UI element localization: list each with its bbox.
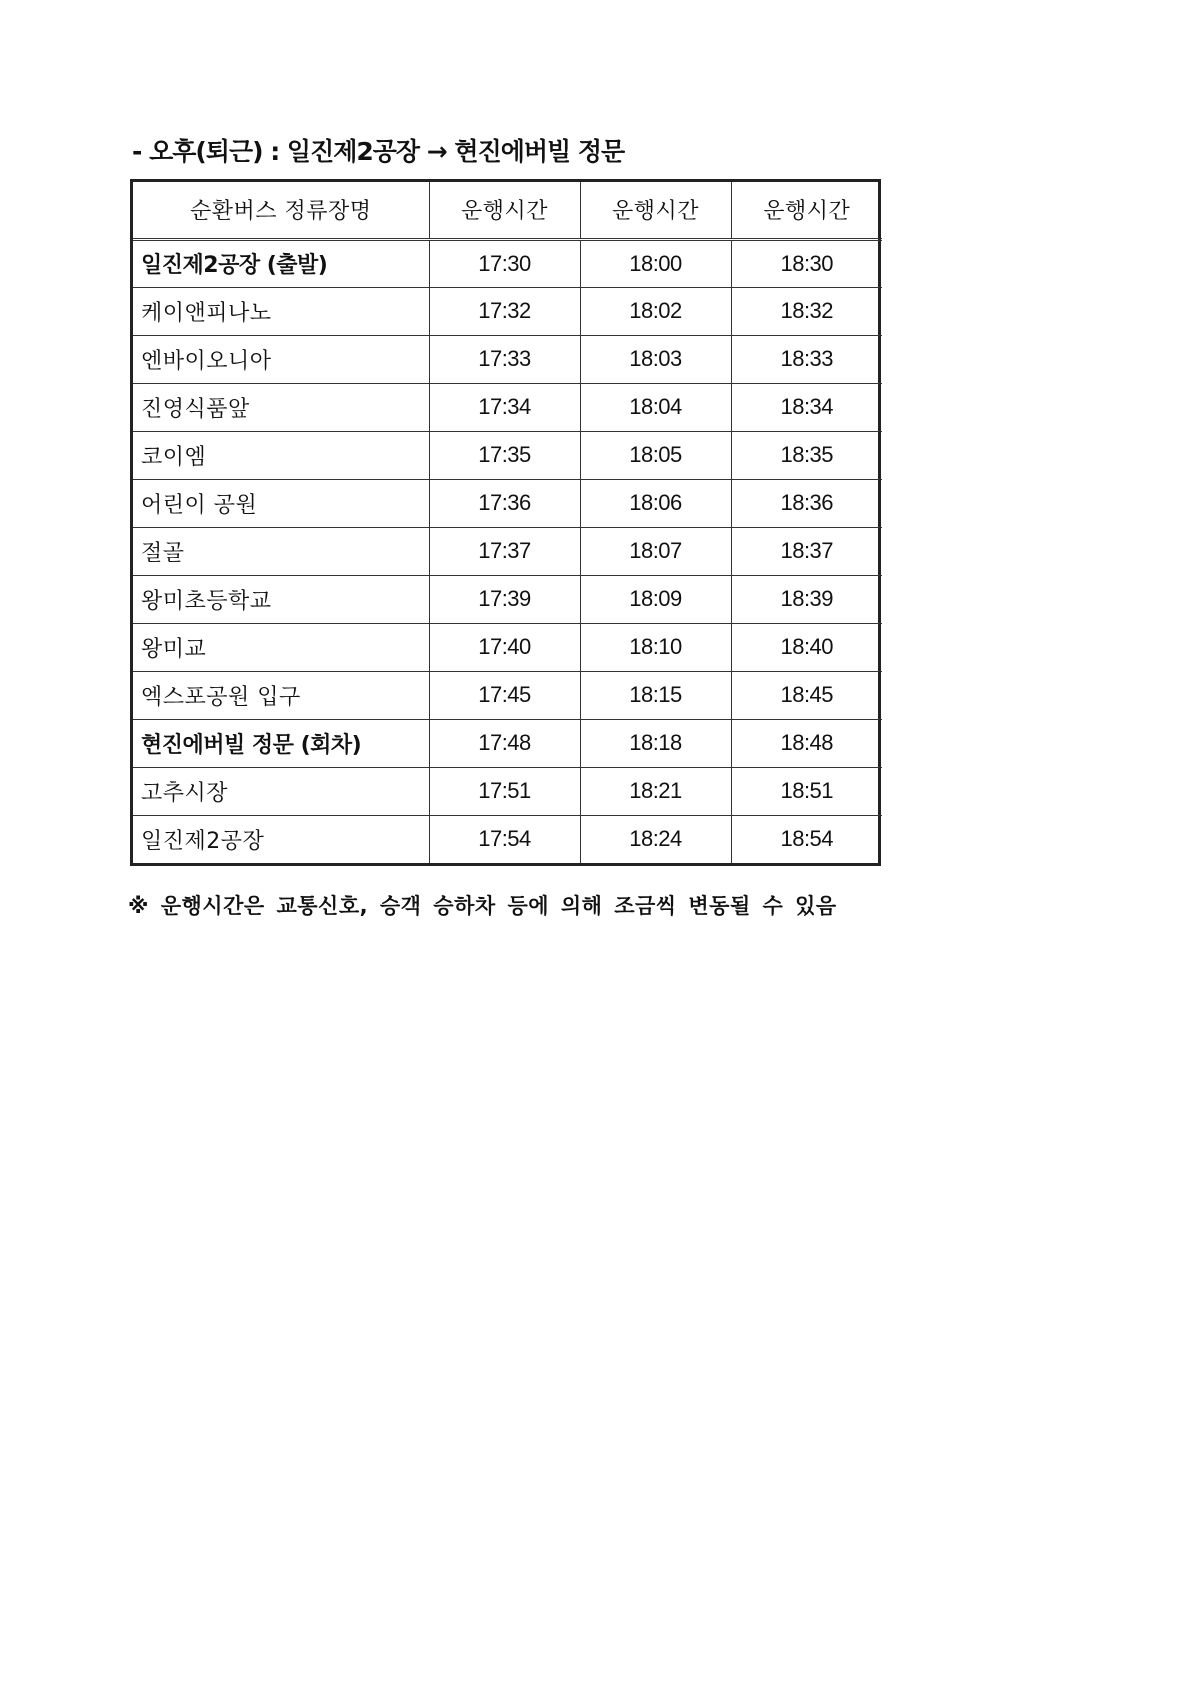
departure-time: 18:03 [580,335,731,383]
page-heading: - 오후(퇴근) : 일진제2공장 → 현진에버빌 정문 [132,137,625,166]
stop-name: 일진제2공장 [133,815,429,863]
departure-time: 17:48 [429,719,580,767]
departure-time: 18:35 [731,431,882,479]
table-row [133,815,882,863]
table-row [133,671,882,719]
departure-time: 18:24 [580,815,731,863]
departure-time: 17:37 [429,527,580,575]
departure-time: 18:45 [731,671,882,719]
departure-time: 17:39 [429,575,580,623]
departure-time: 17:32 [429,287,580,335]
stop-name: 왕미교 [133,623,429,671]
departure-time: 18:21 [580,767,731,815]
timetable-body [133,239,882,863]
departure-time: 18:07 [580,527,731,575]
departure-time: 18:18 [580,719,731,767]
departure-time: 17:54 [429,815,580,863]
table-header-row [133,182,882,239]
departure-time: 17:45 [429,671,580,719]
departure-time: 17:30 [429,239,580,287]
table-row [133,527,882,575]
stop-name: 코이엠 [133,431,429,479]
departure-time: 18:48 [731,719,882,767]
departure-time: 18:51 [731,767,882,815]
stop-name: 왕미초등학교 [133,575,429,623]
departure-time: 18:02 [580,287,731,335]
departure-time: 18:15 [580,671,731,719]
stop-name: 진영식품앞 [133,383,429,431]
departure-time: 18:32 [731,287,882,335]
departure-time: 17:40 [429,623,580,671]
table-row [133,383,882,431]
stop-name: 현진에버빌 정문 (회차) [133,719,429,767]
departure-time: 18:40 [731,623,882,671]
departure-time: 17:36 [429,479,580,527]
header-time-3: 운행시간 [731,182,882,239]
table-row [133,335,882,383]
departure-time: 18:39 [731,575,882,623]
departure-time: 18:37 [731,527,882,575]
departure-time: 18:05 [580,431,731,479]
stop-name: 절골 [133,527,429,575]
departure-time: 17:33 [429,335,580,383]
stop-name: 고추시장 [133,767,429,815]
departure-time: 18:33 [731,335,882,383]
stop-name: 케이앤피나노 [133,287,429,335]
stop-name: 엔바이오니아 [133,335,429,383]
departure-time: 18:10 [580,623,731,671]
departure-time: 18:34 [731,383,882,431]
stop-name: 어린이 공원 [133,479,429,527]
header-stop-name: 순환버스 정류장명 [133,182,429,239]
table-row [133,431,882,479]
table-row [133,719,882,767]
header-time-1: 운행시간 [429,182,580,239]
table-row [133,575,882,623]
table-row [133,239,882,287]
departure-time: 18:06 [580,479,731,527]
table-row [133,623,882,671]
departure-time: 17:34 [429,383,580,431]
bus-timetable [133,182,882,863]
stop-name: 일진제2공장 (출발) [133,239,429,287]
departure-time: 18:36 [731,479,882,527]
departure-time: 17:35 [429,431,580,479]
table-row [133,767,882,815]
timetable-frame [130,179,881,866]
departure-time: 18:00 [580,239,731,287]
table-row [133,479,882,527]
header-time-2: 운행시간 [580,182,731,239]
table-row [133,287,882,335]
stop-name: 엑스포공원 입구 [133,671,429,719]
departure-time: 17:51 [429,767,580,815]
schedule-note: ※ 운행시간은 교통신호, 승객 승하차 등에 의해 조금씩 변동될 수 있음 [128,894,837,918]
departure-time: 18:30 [731,239,882,287]
departure-time: 18:04 [580,383,731,431]
departure-time: 18:09 [580,575,731,623]
departure-time: 18:54 [731,815,882,863]
